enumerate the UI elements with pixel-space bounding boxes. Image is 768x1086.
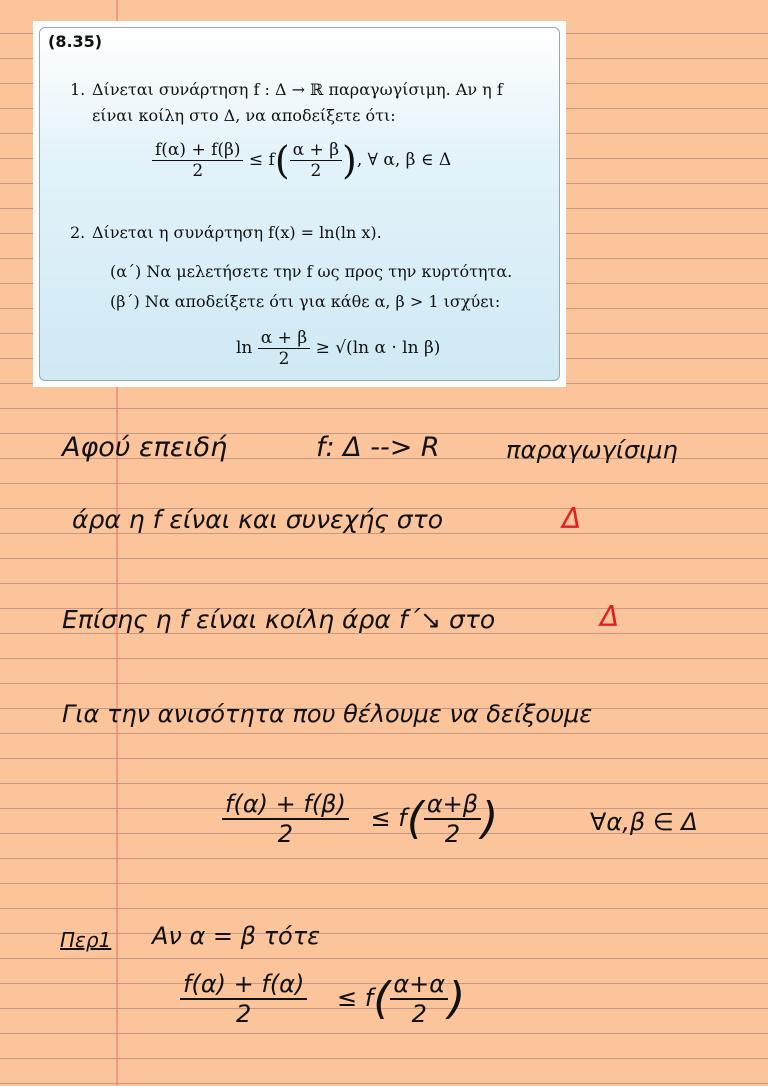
item1-line2: είναι κοίλη στο Δ, να αποδείξετε ότι: — [92, 106, 396, 125]
ineq1-arg-denominator: 2 — [310, 161, 322, 181]
hw-line1-start: Αφού επειδή — [62, 432, 228, 463]
item1-line1: Δίνεται συνάρτηση f : Δ → ℝ παραγωγίσιμη. Αν η f — [92, 80, 503, 99]
problem-number: (8.35) — [48, 32, 103, 51]
hw-case-label: Περ1 — [60, 928, 112, 952]
ineq2-rhs: ≥ √(ln α · ln β) — [315, 338, 441, 358]
problem-box — [39, 27, 560, 381]
ineq1-numerator: f(α) + f(β) — [152, 140, 243, 161]
hw-case-arg-fraction — [390, 970, 448, 1028]
hw-line2-delta: Δ — [562, 502, 582, 535]
item2b-text: (β΄) Να αποδείξετε ότι για κάθε α, β > 1 ισχύει: — [110, 292, 501, 311]
hw-ineq-leq-f: ≤ f — [370, 804, 407, 832]
ineq1-arg-numerator: α + β — [290, 140, 342, 161]
hw-line4: Για την ανισότητα που θέλουμε να δείξουμε — [62, 700, 593, 728]
hw-ineq-arg-fraction — [424, 790, 481, 848]
hw-line1-function: f: Δ --> R — [316, 432, 440, 463]
hw-case-denominator: 2 — [236, 1000, 252, 1028]
problem-card — [33, 21, 566, 387]
hw-line3-delta: Δ — [600, 600, 620, 633]
hw-case-numerator: f(α) + f(α) — [180, 970, 307, 1000]
hw-case-ineq: $\frac{f(\alpha) + f(\alpha)}{2}$ ≤ f( $\frac{\alpha+\alpha}{2}$ ) — [180, 970, 465, 1028]
ineq2-fraction — [258, 328, 310, 369]
hw-ineq-forall: ∀α,β ∈ Δ — [590, 808, 698, 836]
ineq1-denominator: 2 — [192, 161, 204, 181]
ineq2-denominator: 2 — [278, 349, 290, 369]
hw-ineq-denominator: 2 — [277, 820, 294, 848]
ineq2-ln: ln — [236, 338, 253, 358]
item1-number: 1. — [70, 80, 86, 99]
hw-line3: Επίσης η f είναι κοίλη άρα f΄↘ στο — [62, 605, 496, 634]
hw-ineq-arg-denominator: 2 — [444, 820, 461, 848]
item2-text: Δίνεται η συνάρτηση f(x) = ln(ln x). — [92, 223, 382, 242]
hw-case-lhs-fraction — [180, 970, 307, 1028]
hw-case-text: Αν α = β τότε — [152, 922, 321, 950]
ineq2-numerator: α + β — [258, 328, 310, 349]
hw-case-leq-f: ≤ f — [337, 984, 374, 1012]
item2-number: 2. — [70, 223, 86, 242]
inequality-1: $\frac{f(\alpha) + f(\beta)}{2}$ ≤ f( $\frac{\alpha + \beta}{2}$ ), ∀ α, β ∈ Δ — [152, 140, 451, 181]
item2a-text: (α΄) Να μελετήσετε την f ως προς την κυρτότητα. — [110, 262, 513, 281]
hw-line1-differentiable: παραγωγίσιμη — [506, 436, 678, 464]
hw-case-arg-numerator: α+α — [390, 970, 448, 1000]
ineq1-leq-f: ≤ f — [248, 150, 275, 170]
hw-ineq-lhs-fraction — [222, 790, 349, 848]
hw-case-arg-denominator: 2 — [411, 1000, 427, 1028]
ineq1-forall: , ∀ α, β ∈ Δ — [356, 150, 452, 170]
hw-ineq-numerator: f(α) + f(β) — [222, 790, 349, 820]
ineq1-arg-fraction — [290, 140, 342, 181]
hw-ineq: $\frac{f(\alpha) + f(\beta)}{2}$ ≤ f( $\frac{\alpha+\beta}{2}$ ) — [222, 790, 498, 848]
ineq1-lhs-fraction — [152, 140, 243, 181]
inequality-2 — [236, 328, 440, 369]
hw-ineq-arg-numerator: α+β — [424, 790, 481, 820]
hw-line2: άρα η f είναι και συνεχής στο — [72, 505, 443, 534]
